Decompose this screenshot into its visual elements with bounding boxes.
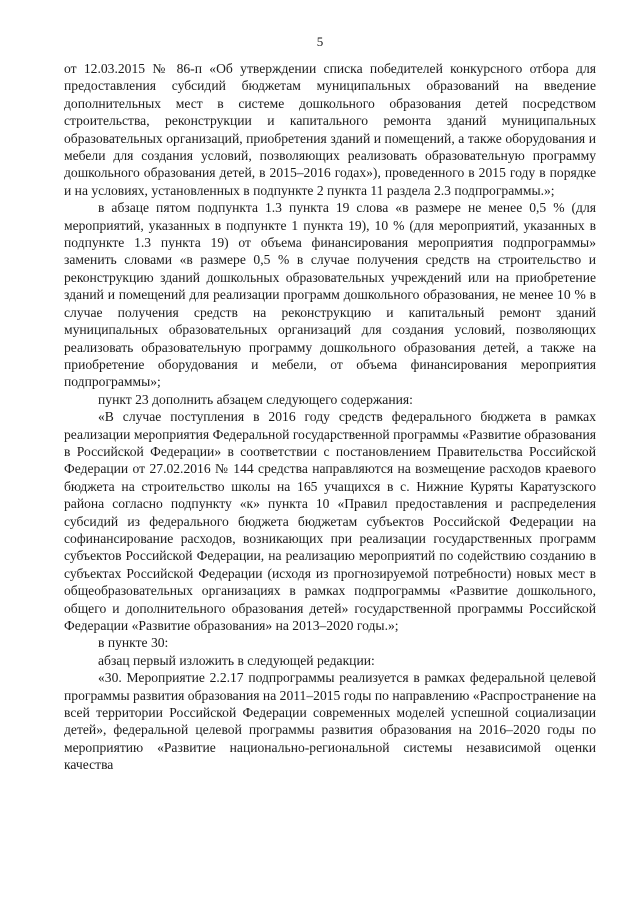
paragraph-item-30: в пункте 30:	[98, 635, 169, 651]
document-body	[64, 60, 596, 774]
paragraph-item-23-text: «В случае поступления в 2016 году средств федерального бюджета в рамках реализации мероприятия Федеральной государственной программы «Развитие образования в Российской Федерации» в соответствии с постановлением Правительства Российской Федерации от 27.02.2016 № 144 средства направляются на возмещение расходов краевого бюджета на строительство школы на 165 учащихся в с. Нижние Куряты Каратузского района согласно подпункту «к» пункта 10 «Правил предоставления и распределения субсидий из федерального бюджета бюджетам субъектов Российской Федерации на софинансирование расходов, возникающих при реализации государственных программ субъектов Российской Федерации, на реализацию мероприятий по содействию созданию в субъектах Российской Федерации (исходя из прогнозируемой потребности) новых мест в общеобразовательных организациях в рамках подпрограммы «Развитие дошкольного, общего и дополнительного образования детей» государственной программы Российской Федерации «Развитие образования» на 2013–2020 годы.»;	[64, 409, 596, 633]
paragraph-item-30-first: абзац первый изложить в следующей редакции:	[98, 652, 375, 668]
page-number: 5	[316, 34, 324, 49]
paragraph-continuation: от 12.03.2015 № 86-п «Об утверждении списка победителей конкурсного отбора для предоставления субсидий бюджетам муниципальных образований на введение дополнительных мест в системе дошкольного образования детей посредством строительства, реконструкции и капитального ремонта зданий муниципальных образовательных организаций, приобретения зданий и помещений, а также оборудования и мебели для создания условий, позволяющих реализовать образовательную программу дошкольного образования детей, в 2015–2016 годах»), проведенного в 2015 году в порядке и на условиях, установленных в подпункте 2 пункта 11 раздела 2.3 подпрограммы.»;	[64, 61, 596, 198]
paragraph-item-30-text: «30. Мероприятие 2.2.17 подпрограммы реализуется в рамках федеральной целевой программы развития образования на 2011–2015 годы по направлению «Распространение на всей территории Российской Федерации современных моделей успешной социализации детей», федеральной целевой программы развития образования на 2016–2020 годы по мероприятию «Развитие национально-региональной системы независимой оценки качества	[64, 670, 596, 773]
paragraph-item-19: в абзаце пятом подпункта 1.3 пункта 19 слова «в размере не менее 0,5 % (для мероприятий, указанных в подпункте 1 пункта 19), 10 % (для мероприятий, указанных в подпункте 1.3 пункта 19) от объема финансирования мероприятия подпрограммы» заменить словами «в размере 0,5 % в случае получения средств на строительство и реконструкцию зданий дошкольных образовательных учреждений или на приобретение зданий и помещений для реализации программ дошкольного образования, не менее 10 % в случае получения средств на реконструкцию и капитальный ремонт зданий муниципальных образовательных организаций для создания условий, позволяющих реализовать образовательную программу дошкольного образования детей, а также на приобретение оборудования и мебели, от объема финансирования мероприятия подпрограммы»;	[64, 200, 596, 390]
paragraph-item-23: пункт 23 дополнить абзацем следующего содержания:	[98, 391, 413, 407]
